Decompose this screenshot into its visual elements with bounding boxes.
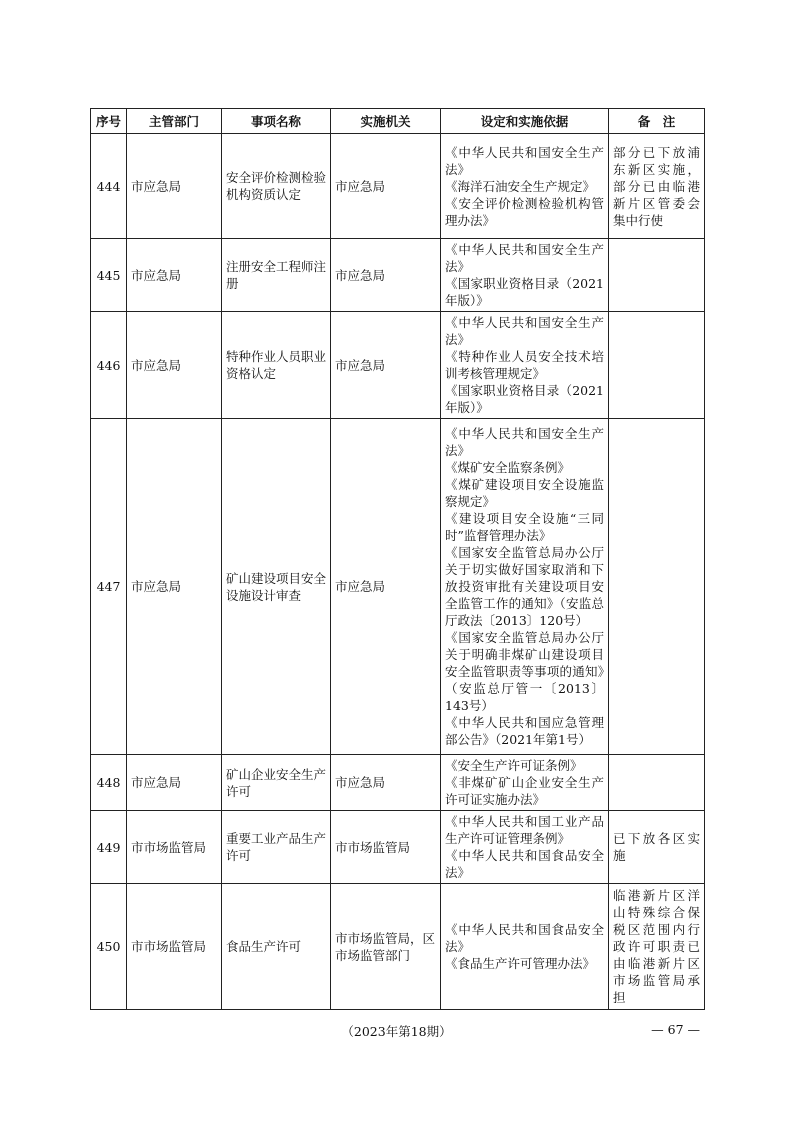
- basis-line: 《中华人民共和国安全生产法》: [445, 144, 604, 177]
- basis-line: 《煤矿建设项目安全设施监察规定》: [445, 477, 604, 509]
- row-department: 市应急局: [127, 134, 222, 239]
- items-table: [90, 108, 705, 1010]
- row-item-name: 安全评价检测检验机构资质认定: [222, 134, 331, 239]
- table-row: [91, 811, 705, 884]
- row-number: 447: [91, 419, 127, 755]
- row-number: 446: [91, 312, 127, 419]
- row-item-name: 矿山企业安全生产许可: [222, 755, 331, 811]
- row-item-name: 重要工业产品生产许可: [222, 811, 331, 884]
- header-note: 备 注: [609, 109, 705, 134]
- row-note: 临港新片区洋山特殊综合保税区范围内行政许可职责已由临港新片区市场监管局承担: [609, 884, 705, 1010]
- row-basis: [441, 134, 609, 239]
- header-basis: 设定和实施依据: [441, 109, 609, 134]
- basis-line: 《食品生产许可管理办法》: [445, 956, 596, 971]
- table-row: [91, 884, 705, 1010]
- basis-line: 《海洋石油安全生产规定》: [445, 178, 596, 194]
- table-row: [91, 134, 705, 239]
- row-basis: [441, 239, 609, 312]
- basis-line: 《中华人民共和国工业产品生产许可证管理条例》: [445, 814, 604, 846]
- basis-line: 《国家职业资格目录（2021年版）》: [445, 276, 604, 308]
- row-agency: 市应急局: [331, 239, 441, 312]
- row-note: [609, 239, 705, 312]
- row-note: 部分已下放浦东新区实施，部分已由临港新片区管委会集中行使: [609, 134, 705, 239]
- basis-line: 《国家职业资格目录（2021年版）》: [445, 383, 604, 415]
- row-department: 市应急局: [127, 419, 222, 755]
- row-basis: [441, 419, 609, 755]
- basis-line: 《特种作业人员安全技术培训考核管理规定》: [445, 349, 604, 381]
- row-agency: 市市场监管局: [331, 811, 441, 884]
- row-department: 市应急局: [127, 755, 222, 811]
- table-row: [91, 239, 705, 312]
- table-row: [91, 419, 705, 755]
- row-number: 445: [91, 239, 127, 312]
- basis-line: 《安全生产许可证条例》: [445, 758, 583, 773]
- row-department: 市应急局: [127, 312, 222, 419]
- row-agency: 市应急局: [331, 312, 441, 419]
- basis-line: 《安全评价检测检验机构管理办法》: [445, 195, 604, 228]
- row-basis: [441, 755, 609, 811]
- row-agency: 市应急局: [331, 419, 441, 755]
- row-number: 444: [91, 134, 127, 239]
- table-row: [91, 312, 705, 419]
- basis-line: 《中华人民共和国食品安全法》: [445, 848, 604, 880]
- issue-number: （2023年第18期）: [341, 1024, 452, 1039]
- row-item-name: 矿山建设项目安全设施设计审查: [222, 419, 331, 755]
- basis-line: 《非煤矿矿山企业安全生产许可证实施办法》: [445, 775, 604, 807]
- basis-line: 《中华人民共和国安全生产法》: [445, 315, 604, 347]
- header-department: 主管部门: [127, 109, 222, 134]
- row-note: [609, 755, 705, 811]
- row-number: 450: [91, 884, 127, 1010]
- table-header-row: [91, 109, 705, 134]
- basis-line: 《国家安全监管总局办公厅关于切实做好国家取消和下放投资审批有关建设项目安全监管工作的通知》（安监总厅政法〔2013〕120号）: [445, 545, 604, 628]
- row-number: 449: [91, 811, 127, 884]
- row-agency: 市应急局: [331, 134, 441, 239]
- basis-line: 《中华人民共和国安全生产法》: [445, 242, 604, 274]
- row-basis: [441, 884, 609, 1010]
- row-note: [609, 312, 705, 419]
- row-agency: 市市场监管局，区市场监管部门: [331, 884, 441, 1010]
- row-department: 市应急局: [127, 239, 222, 312]
- row-basis: [441, 312, 609, 419]
- header-item-name: 事项名称: [222, 109, 331, 134]
- row-department: 市市场监管局: [127, 811, 222, 884]
- row-item-name: 注册安全工程师注册: [222, 239, 331, 312]
- basis-line: 《中华人民共和国安全生产法》: [445, 426, 604, 458]
- row-item-name: 食品生产许可: [222, 884, 331, 1010]
- row-number: 448: [91, 755, 127, 811]
- basis-line: 《中华人民共和国应急管理部公告》（2021年第1号）: [445, 715, 604, 747]
- page-number: — 67 —: [651, 1022, 700, 1037]
- basis-line: 《中华人民共和国食品安全法》: [445, 922, 604, 954]
- header-agency: 实施机关: [331, 109, 441, 134]
- basis-line: 《国家安全监管总局办公厅关于明确非煤矿山建设项目安全监管职责等事项的通知》（安监总厅管一〔2013〕143号）: [445, 630, 604, 713]
- basis-line: 《建设项目安全设施“三同时”监督管理办法》: [445, 511, 604, 543]
- table-row: [91, 755, 705, 811]
- row-basis: [441, 811, 609, 884]
- row-note: [609, 419, 705, 755]
- row-item-name: 特种作业人员职业资格认定: [222, 312, 331, 419]
- basis-line: 《煤矿安全监察条例》: [445, 460, 571, 475]
- row-department: 市市场监管局: [127, 884, 222, 1010]
- header-serial: 序号: [91, 109, 127, 134]
- row-note: 已下放各区实施: [609, 811, 705, 884]
- row-agency: 市应急局: [331, 755, 441, 811]
